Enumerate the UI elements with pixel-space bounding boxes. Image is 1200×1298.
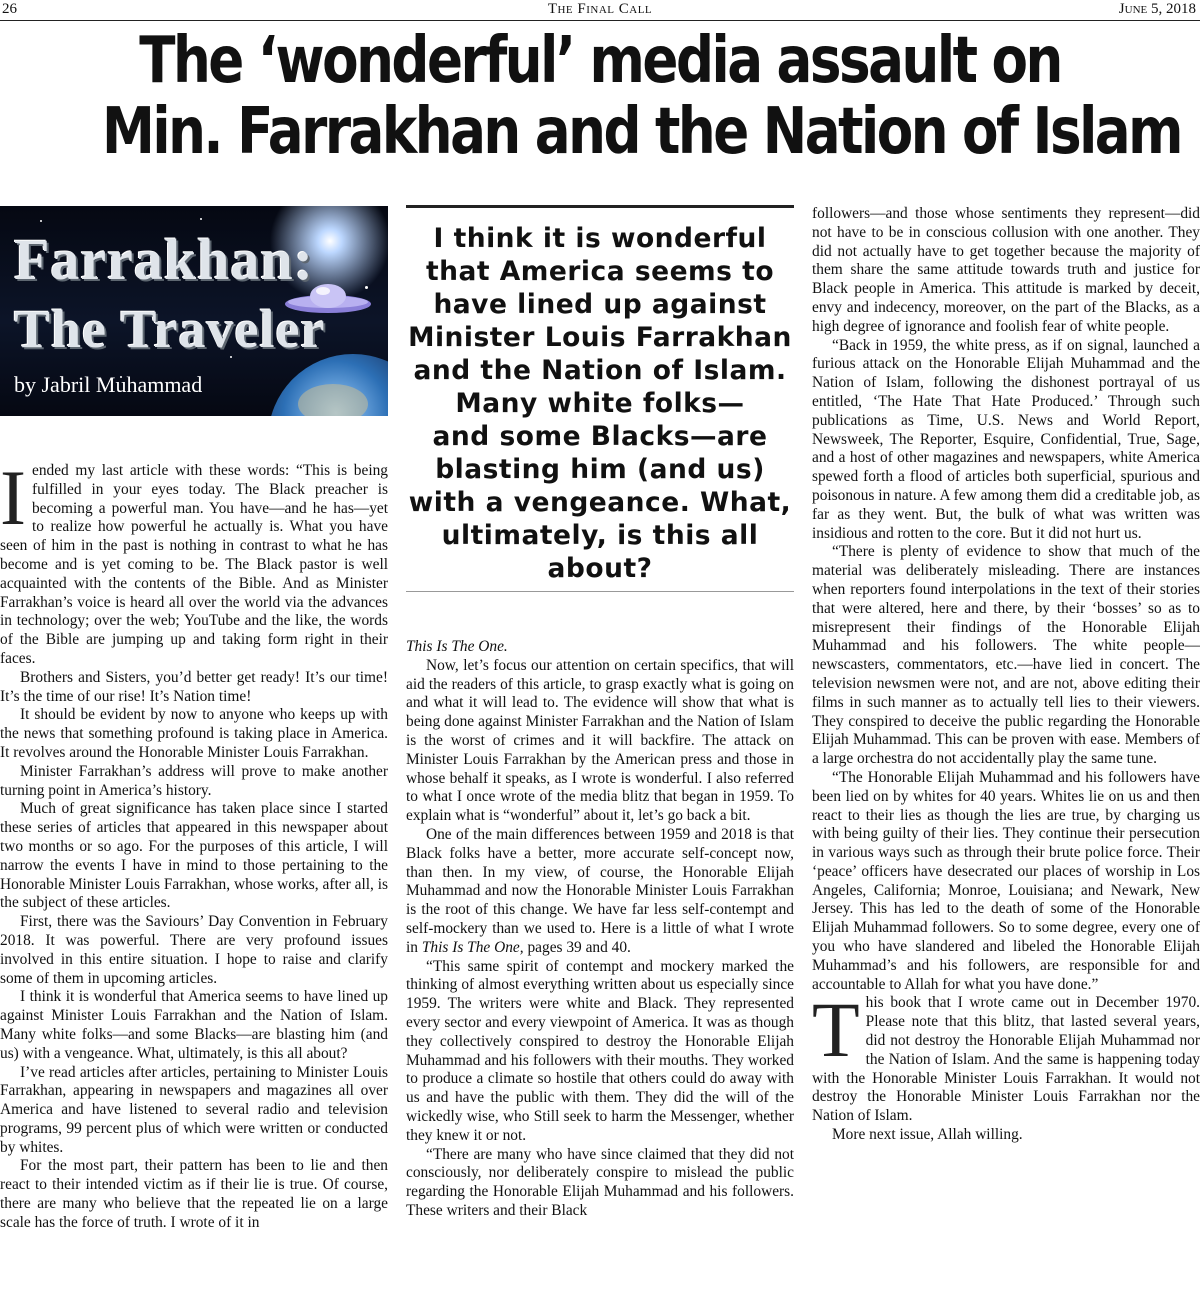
paragraph: One of the main differences between 1959 and 2018 is that Black folks have a better, more accurate self-concept now, than then. In my view, of course, the Honorable Elijah Muhammad and now the Honorable Minister Louis Farrakhan is the root of this change. We have far less self-contempt and self-mockery than we used to. Here is a little of what I wrote in This Is The One, pages 39 and 40.: [406, 825, 794, 956]
book-title: This Is The One,: [421, 938, 524, 956]
column-banner-image: [0, 206, 388, 416]
paragraph: It should be evident by now to anyone who keeps up with the news that something profound is taking place in America. It revolves around the Honorable Minister Louis Farrakhan.: [0, 706, 388, 761]
paragraph: This Is The One.: [406, 638, 508, 655]
paragraph: Now, let’s focus our attention on certain specifics, that will aid the readers of this article, to grasp exactly what is going on and what it will lead to. The evidence will show that what is being done against Minister Farrakhan and the Nation of Islam is the worst of crimes and it will backfire. The attack on Minister Louis Farrakhan by the American press and those in whose behalf it speaks, as I wrote is wonderful. I also referred to what I once wrote of the media blitz that began in 1959. To explain what is “wonderful” about it, let’s go back a bit.: [406, 656, 794, 825]
paragraph: Brothers and Sisters, you’d better get ready! It’s our time! It’s the time of our rise! It’s Nation time!: [0, 668, 388, 705]
banner-byline: by Jabril Muhammad: [14, 372, 203, 397]
article-headline: [102, 24, 1181, 169]
pull-quote-line: blasting him (and us): [435, 454, 765, 485]
paragraph: For the most part, their pattern has been to lie and then react to their intended victim as if their lie is true. Of course, there are many who believe that the repeated lie on a large scale has the force of truth. I wrote of it in: [0, 1157, 388, 1231]
drop-cap: I: [0, 454, 26, 541]
pull-quote-line: that America seems to: [425, 256, 775, 287]
pull-quote-line: have lined up against: [433, 289, 767, 320]
pull-quote-line: about?: [547, 553, 653, 584]
paragraph: Iended my last article with these words: “This is being fulfilled in your eyes today. The Black preacher is becoming a powerful man. You have—and he has—yet to realize how powerful he actually is. What you have seen of him in the past is nothing in contrast to what he has become and is yet coming to be. The Black pastor is well acquainted with the contents of the Bible. And as Minister Farrakhan’s voice is heard all over the world via the advances in technology; over the web; YouTube and the like, the words of the Bible are jumping up and taking form right in their faces.: [0, 454, 388, 667]
paragraph: This book that I wrote came out in December 1970. Please note that this blitz, that lasted several years, did not destroy the Honorable Elijah Muhammad nor the Nation of Islam. And the same is happening today with the Honorable Minister Louis Farrakhan. It would not destroy the Honorable Minister Louis Farrakhan nor the Nation of Islam.: [812, 986, 1200, 1125]
paragraph: “The Honorable Elijah Muhammad and his followers have been lied on by whites for 40 years. Whites lie on us and then react to their lies as though the lies are true, by charging us with being guilty of their lies. They continue their persecution in various ways such as through their brute police force. Their ‘peace’ officers have desecrated our places of worship in Los Angeles, California; Monroe, Louisiana; and Newark, New Jersey. This has led to the death of some of the Honorable Elijah Muhammad followers. So to some degree, every one of you who have slandered and libeled the Honorable Elijah Muhammad’s and his followers, are responsible for and accountable to Allah for what you have done.”: [812, 768, 1200, 993]
paragraph: “There are many who have since claimed that they did not consciously, nor deliberately conspire to mislead the public regarding the Honorable Elijah Muhammad and his followers. These writers and their Black: [406, 1145, 794, 1219]
banner-title-line-2: The Traveler: [14, 299, 326, 359]
article-column-1: [0, 454, 388, 1233]
earth-icon: [268, 354, 388, 416]
pull-quote-line: and some Blacks—are: [432, 421, 768, 452]
publication-name: The Final Call: [547, 1, 653, 17]
paragraph: More next issue, Allah willing.: [832, 1126, 1023, 1144]
paragraph: First, there was the Saviours’ Day Convention in February 2018. It was powerful. There are very profound issues involved in this entire situation. I hope to raise and clarify some of them in upcoming articles.: [0, 913, 388, 987]
paragraph: “There is plenty of evidence to show that much of the material was deliberately misleading. There are instances when reporters found interpolations in the text of their stories that were altered, here and there, by their ‘bosses’ so as to misrepresent their findings of the Honorable Elijah Muhammad and his followers. The white people—newscasters, commentators, etc.—have lied in concert. The television newsmen were not, and are not, above editing their films in such manner as to actually tell lies to their viewers. They conspired to deceive the public regarding the Honorable Elijah Muhammad. This can be proven with ease. Members of a large orchestra do not accidentally play the same tune.: [812, 543, 1200, 768]
paragraph: I’ve read articles after articles, pertaining to Minister Louis Farrakhan, appearing in newspapers and magazines all over America and have listened to several radio and television programs, 99 percent plus of which were written or conducted by whites.: [0, 1063, 388, 1156]
pull-quote-line: Many white folks—: [455, 388, 745, 419]
paragraph: Much of great significance has taken place since I started these series of articles that appeared in this newspaper about two months or so ago. For the purposes of this article, I will narrow the events I have in mind to those pertaining to the Honorable Minister Louis Farrakhan, whose works, after all, is the subject of these articles.: [0, 800, 388, 912]
pull-quote-line: Minister Louis Farrakhan: [408, 322, 792, 353]
paragraph: I think it is wonderful that America seems to have lined up against Minister Louis Farrakhan and the Nation of Islam. Many white folks—and some Blacks—are blasting him (and us) with a vengeance. What, ultimately, is this all about?: [0, 988, 388, 1062]
issue-date: June 5, 2018: [1118, 1, 1196, 17]
article-column-2: [406, 638, 794, 1221]
paragraph: “Back in 1959, the white press, as if on signal, launched a furious attack on the Honorable Elijah Muhammad and the Nation of Islam, following the dishonest portrayal of us entitled, ‘The Hate That Hate Produced.’ Through such publications as Time, U.S. News and World Report, Newsweek, The Reporter, Esquire, Confidential, True, Sage, and a host of other magazines and newspapers, white America spewed forth a flood of articles both superficial, spurious and poisonous in nature. A few among them did a creditable job, as far as they went. But, the bulk of what was written was insidious and rotten to the core. But it did not hurt us.: [812, 336, 1200, 542]
page-folio: [0, 0, 1200, 21]
drop-cap: T: [812, 986, 860, 1074]
pull-quote-line: and the Nation of Islam.: [413, 355, 787, 386]
headline-line-2: Min. Farrakhan and the Nation of Islam: [102, 95, 1181, 169]
paragraph: followers—and those whose sentiments they represent—did not have to be in conscious collusion with one another. They did not actually have to get together because the majority of them share the same attitude towards truth and justice for Black people in America. This attitude is marked by deceit, envy and indecency, moreover, on the part of the Blacks, as a high degree of ignorance and foolish fear of white people.: [812, 205, 1200, 335]
headline-line-1: The ‘wonderful’ media assault on: [139, 24, 1061, 98]
page-number: 26: [2, 1, 17, 17]
paragraph: “This same spirit of contempt and mockery marked the thinking of almost everything written about us especially since 1959. The writers were white and Black. They represented every sector and every viewpoint of America. It was as though they collectively conspired to destroy the Honorable Elijah Muhammad and his followers with their mouths. They worked to produce a climate so hostile that others could do away with us and have the public with them. They did the will of the wickedly wise, who Still seek to harm the Messenger, whether they knew it or not.: [406, 957, 794, 1144]
pull-quote-line: with a vengeance. What,: [408, 487, 792, 518]
pull-quote-line: ultimately, is this all: [441, 520, 759, 551]
article-column-3: [812, 205, 1200, 1145]
banner-title-line-1: Farrakhan:: [14, 227, 314, 292]
pull-quote-line: I think it is wonderful: [433, 223, 767, 254]
paragraph: Minister Farrakhan’s address will prove to make another turning point in America’s history.: [0, 762, 388, 799]
pull-quote: [406, 205, 794, 592]
